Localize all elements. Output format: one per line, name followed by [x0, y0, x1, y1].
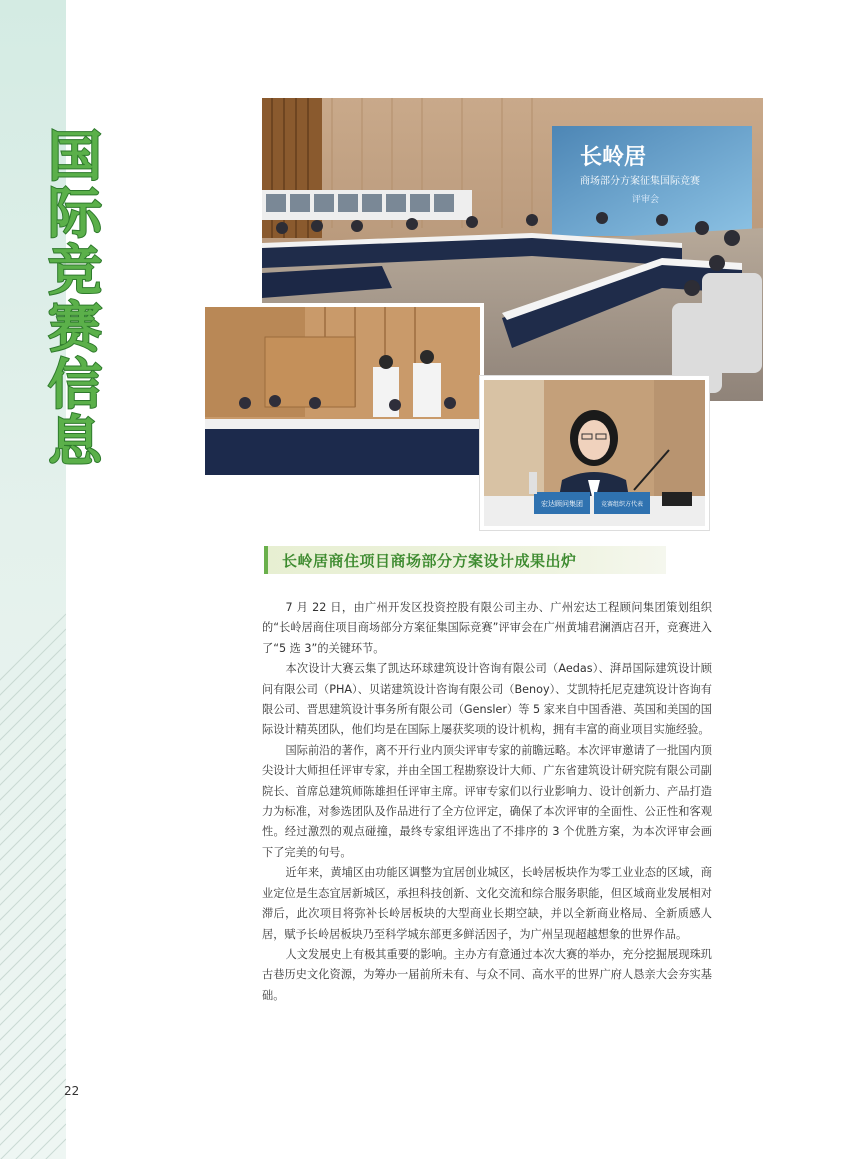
nameplate-right: 竞赛组织方代表 [600, 501, 644, 508]
title-char: 竞 [48, 239, 102, 302]
paragraph: 国际前沿的著作，离不开行业内顶尖评审专家的前瞻远略。本次评审邀请了一批国内顶尖设计大师担任评审专家，并由全国工程勘察设计大师、广东省建筑设计研究院有限公司副院长、首席总建筑师陈雄担任评审主席。评审专家们以行业影响力、设计创新力、产品打造力为标准，对参选团队及作品进行了全方位评定，确保了本次评审的全面性、公正性和客观性。经过激烈的观点碰撞，最终专家组评选出了不排序的 3 个优胜方案，为本次评审会画下了完美的句号。 [262, 743, 712, 859]
banner-sub2: 评审会 [632, 195, 660, 205]
article-heading: 长岭居商住项目商场部分方案设计成果出炉 [282, 552, 577, 570]
title-char: 际 [48, 182, 102, 245]
page-number: 22 [64, 1084, 80, 1098]
title-char: 息 [48, 410, 102, 473]
paragraph: 人文发展史上有极其重要的影响。主办方有意通过本次大赛的举办，充分挖掘展现珠玑古巷历史文化资源，为筹办一届前所未有、与众不同、高水平的世界广府人恳亲大会夯实基础。 [262, 947, 712, 1002]
nameplate-left: 宏达顾问集团 [541, 500, 583, 508]
banner-subtitle: 商场部分方案征集国际竞赛 [580, 176, 700, 187]
paragraph: 7 月 22 日，由广州开发区投资控股有限公司主办、广州宏达工程顾问集团策划组织的“长岭居商住项目商场部分方案征集国际竞赛”评审会在广州黄埔君澜酒店召开，竞赛进入了“5 选 3”的关键环节。 [262, 601, 712, 655]
section-title-vertical [40, 125, 110, 473]
title-char: 国 [48, 125, 102, 188]
title-char: 赛 [48, 296, 102, 359]
title-char: 信 [48, 353, 102, 416]
photo-speaker-portrait [480, 376, 709, 530]
heading-accent-bar [264, 546, 268, 574]
paragraph: 近年来，黄埔区由功能区调整为宜居创业城区，长岭居板块作为零工业业态的区域，商业定位是生态宜居新城区，承担科技创新、文化交流和综合服务职能，但区域商业发展相对滞后，此次项目将弥补长岭居板块的大型商业长期空缺，并以全新商业格局、全新质感人居，赋予长岭居板块乃至科学城东部更多鲜活因子，为广州呈现超越想象的世界作品。 [262, 866, 712, 941]
article-heading-box [264, 546, 666, 574]
article-body [262, 598, 712, 1006]
banner-title: 长岭居 [580, 145, 647, 170]
photo-meeting-group [205, 303, 484, 475]
paragraph: 本次设计大赛云集了凯达环球建筑设计咨询有限公司（Aedas）、湃昂国际建筑设计顾问有限公司（PHA）、贝诺建筑设计咨询有限公司（Benoy）、艾凯特托尼克建筑设计咨询有限公司、晋思建筑设计事务所有限公司（Gensler）等 5 家来自中国香港、英国和美国的国际设计精英团队，他们均是在国际上屡获奖项的设计机构，拥有丰富的商业项目实施经验。 [262, 662, 712, 737]
